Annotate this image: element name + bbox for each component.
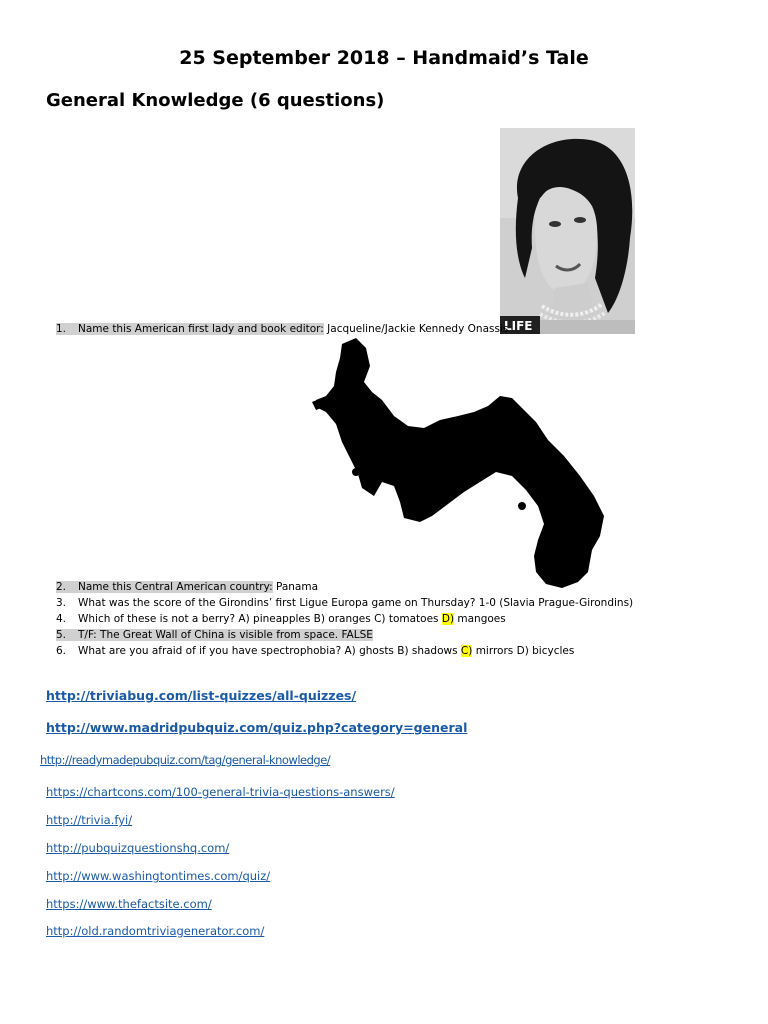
question-number: 2. [56,581,67,593]
question-answer: Jacqueline/Jackie Kennedy Onassis [323,323,509,335]
link-washingtontimes[interactable]: http://www.washingtontimes.com/quiz/ [46,869,271,883]
question-number: 1. [56,323,67,335]
link-pubquizquestionshq[interactable]: http://pubquizquestionshq.com/ [46,841,230,855]
question-1 [56,322,508,336]
question-number: 5. [56,629,67,641]
question-5 [56,628,373,642]
question-number: 4. [56,613,67,625]
link-triviabug[interactable]: http://triviabug.com/list-quizzes/all-quizzes/ [46,688,357,703]
section-heading: General Knowledge (6 questions) [46,90,385,111]
answer-highlight: C) [460,645,473,657]
question-number: 3. [56,597,67,609]
answer-highlight: D) [441,613,455,625]
link-chartcons[interactable]: https://chartcons.com/100-general-trivia-questions-answers/ [46,785,395,799]
question-text-tail: mirrors D) bicycles [472,645,575,657]
question-3 [56,596,633,610]
question-text: Name this American first lady and book editor: [78,323,324,335]
link-thefactsite[interactable]: https://www.thefactsite.com/ [46,897,212,911]
question-text: T/F: The Great Wall of China is visible from space. FALSE [78,629,373,641]
page-title: 25 September 2018 – Handmaid’s Tale [179,47,589,69]
question-2 [56,580,318,594]
life-watermark: LIFE [504,319,533,333]
question-6 [56,644,574,658]
link-trivia-fyi[interactable]: http://trivia.fyi/ [46,813,133,827]
question-text: Which of these is not a berry? A) pineapples B) oranges C) tomatoes [78,613,442,625]
question-number: 6. [56,645,67,657]
question-answer: Panama [272,581,319,593]
question-text-tail: mangoes [454,613,506,625]
panama-map-silhouette [312,336,608,592]
question-text: What are you afraid of if you have spectrophobia? A) ghosts B) shadows [78,645,461,657]
link-randomtriviagenerator[interactable]: http://old.randomtriviagenerator.com/ [46,924,265,938]
question-text: What was the score of the Girondins’ first Ligue Europa game on Thursday? 1-0 (Slavia Prague-Girondins) [78,597,634,609]
link-madridpubquiz[interactable]: http://www.madridpubquiz.com/quiz.php?category=general [46,720,468,735]
question-text: Name this Central American country: [78,581,273,593]
question-4 [56,612,506,626]
link-readymadepubquiz[interactable]: http://readymadepubquiz.com/tag/general-knowledge/ [40,753,331,767]
portrait-photo [500,128,635,334]
